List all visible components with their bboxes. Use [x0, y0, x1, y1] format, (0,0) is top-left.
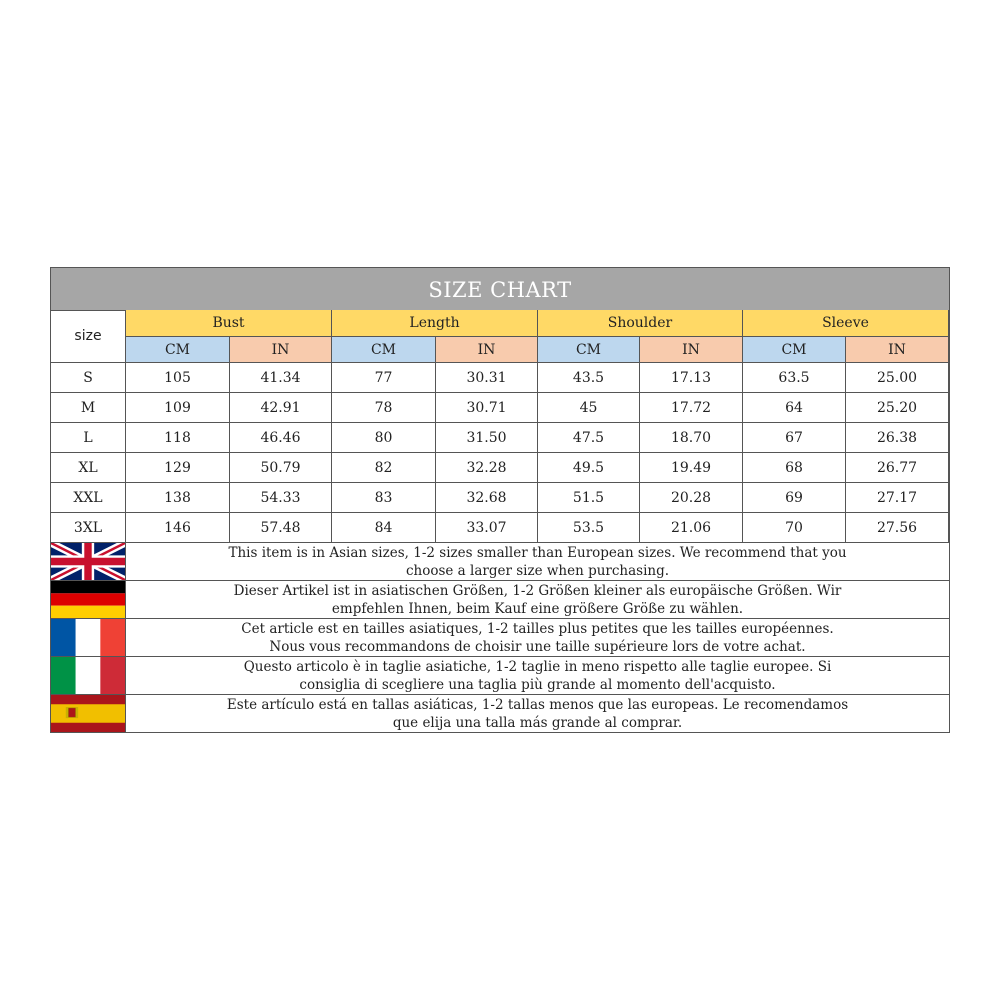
- table-cell: 26.38: [846, 423, 949, 453]
- table-cell: 77: [332, 363, 436, 393]
- note-line: Nous vous recommandons de choisir une taille supérieure lors de votre achat.: [269, 638, 806, 655]
- table-cell: 25.20: [846, 393, 949, 423]
- size-chart: [50, 267, 950, 733]
- table-cell: 82: [332, 453, 436, 483]
- table-cell: 57.48: [230, 513, 332, 543]
- size-note-text: [126, 581, 949, 619]
- table-cell: 43.5: [538, 363, 640, 393]
- table-cell: 30.31: [436, 363, 538, 393]
- table-cell: 50.79: [230, 453, 332, 483]
- table-cell: 26.77: [846, 453, 949, 483]
- table-cell: 69: [743, 483, 846, 513]
- table-cell: 80: [332, 423, 436, 453]
- group-header-sleeve: Sleeve: [743, 310, 949, 337]
- note-line: consiglia di scegliere una taglia più grande al momento dell'acquisto.: [299, 676, 776, 693]
- note-line: Dieser Artikel ist in asiatischen Größen, 1-2 Größen kleiner als europäische Größen. Wir: [233, 582, 842, 599]
- group-header-bust: Bust: [126, 310, 332, 337]
- table-cell: 21.06: [640, 513, 743, 543]
- table-cell: 33.07: [436, 513, 538, 543]
- table-cell: 46.46: [230, 423, 332, 453]
- group-header-length: Length: [332, 310, 538, 337]
- size-column-header: size: [51, 310, 126, 363]
- size-label: S: [51, 363, 126, 393]
- size-label: M: [51, 393, 126, 423]
- size-note-text: [126, 619, 949, 657]
- table-cell: 67: [743, 423, 846, 453]
- table-cell: 53.5: [538, 513, 640, 543]
- table-cell: 27.17: [846, 483, 949, 513]
- table-cell: 25.00: [846, 363, 949, 393]
- note-line: Cet article est en tailles asiatiques, 1-2 tailles plus petites que les tailles européennes.: [241, 620, 834, 637]
- table-cell: 20.28: [640, 483, 743, 513]
- unit-header-in: IN: [436, 337, 538, 363]
- table-cell: 105: [126, 363, 230, 393]
- table-cell: 63.5: [743, 363, 846, 393]
- note-line: choose a larger size when purchasing.: [405, 562, 670, 579]
- spain-flag-icon: [51, 695, 126, 733]
- note-line: Questo articolo è in taglie asiatiche, 1-2 taglie in meno rispetto alle taglie europee. Si: [243, 658, 832, 675]
- table-cell: 138: [126, 483, 230, 513]
- note-line: Este artículo está en tallas asiáticas, 1-2 tallas menos que las europeas. Le recomendamos: [226, 696, 849, 713]
- size-note-text: [126, 543, 949, 581]
- table-cell: 47.5: [538, 423, 640, 453]
- size-note-text: [126, 657, 949, 695]
- table-cell: 45: [538, 393, 640, 423]
- table-cell: 31.50: [436, 423, 538, 453]
- table-cell: 78: [332, 393, 436, 423]
- germany-flag-icon: [51, 581, 126, 619]
- table-cell: 70: [743, 513, 846, 543]
- note-line: que elija una talla más grande al comprar.: [392, 714, 683, 731]
- note-line: This item is in Asian sizes, 1-2 sizes smaller than European sizes. We recommend that you: [228, 544, 847, 561]
- france-flag-icon: [51, 619, 126, 657]
- size-label: XL: [51, 453, 126, 483]
- table-cell: 83: [332, 483, 436, 513]
- size-label: 3XL: [51, 513, 126, 543]
- unit-header-cm: CM: [332, 337, 436, 363]
- note-line: empfehlen Ihnen, beim Kauf eine größere Größe zu wählen.: [331, 600, 744, 617]
- table-cell: 42.91: [230, 393, 332, 423]
- unit-header-in: IN: [846, 337, 949, 363]
- chart-title: SIZE CHART: [51, 268, 949, 311]
- table-cell: 17.13: [640, 363, 743, 393]
- size-note-text: [126, 695, 949, 733]
- unit-header-in: IN: [230, 337, 332, 363]
- unit-header-cm: CM: [538, 337, 640, 363]
- table-cell: 68: [743, 453, 846, 483]
- table-cell: 64: [743, 393, 846, 423]
- table-cell: 109: [126, 393, 230, 423]
- table-cell: 30.71: [436, 393, 538, 423]
- table-cell: 54.33: [230, 483, 332, 513]
- table-cell: 51.5: [538, 483, 640, 513]
- table-cell: 129: [126, 453, 230, 483]
- table-cell: 118: [126, 423, 230, 453]
- table-cell: 41.34: [230, 363, 332, 393]
- table-cell: 49.5: [538, 453, 640, 483]
- unit-header-cm: CM: [743, 337, 846, 363]
- unit-header-cm: CM: [126, 337, 230, 363]
- italy-flag-icon: [51, 657, 126, 695]
- table-cell: 18.70: [640, 423, 743, 453]
- table-cell: 19.49: [640, 453, 743, 483]
- table-cell: 32.28: [436, 453, 538, 483]
- table-cell: 32.68: [436, 483, 538, 513]
- uk-flag-icon: [51, 543, 126, 581]
- group-header-shoulder: Shoulder: [538, 310, 743, 337]
- size-label: L: [51, 423, 126, 453]
- size-label: XXL: [51, 483, 126, 513]
- table-cell: 17.72: [640, 393, 743, 423]
- table-cell: 84: [332, 513, 436, 543]
- table-cell: 146: [126, 513, 230, 543]
- table-cell: 27.56: [846, 513, 949, 543]
- unit-header-in: IN: [640, 337, 743, 363]
